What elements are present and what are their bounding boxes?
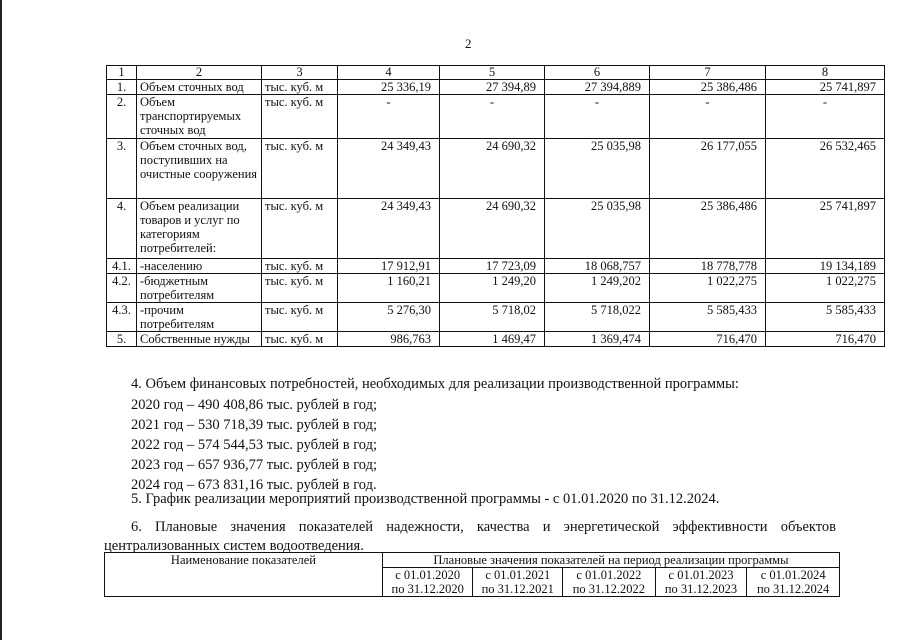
period-start: с 01.01.2023	[668, 568, 734, 582]
unit-cell: тыс. куб. м	[262, 139, 338, 199]
indicator-name-cell: Объем сточных вод	[137, 80, 262, 95]
unit-cell: тыс. куб. м	[262, 303, 338, 332]
row-number-cell: 4.1.	[107, 259, 137, 274]
value-cell: 25 336,19	[338, 80, 440, 95]
unit-cell: тыс. куб. м	[262, 199, 338, 259]
row-number-cell: 4.3.	[107, 303, 137, 332]
value-cell: 25 741,897	[766, 199, 885, 259]
unit-cell: тыс. куб. м	[262, 80, 338, 95]
unit-cell: тыс. куб. м	[262, 95, 338, 139]
value-cell: -	[545, 95, 650, 139]
period-start: с 01.01.2020	[395, 568, 461, 582]
period-cell	[563, 568, 656, 597]
value-cell: 19 134,189	[766, 259, 885, 274]
value-cell: -	[440, 95, 545, 139]
period-start: с 01.01.2024	[760, 568, 826, 582]
value-cell: 1 249,20	[440, 274, 545, 303]
period-cell	[655, 568, 747, 597]
value-cell: 18 778,778	[650, 259, 766, 274]
period-start: с 01.01.2022	[576, 568, 642, 582]
table-row	[107, 332, 885, 347]
column-number-cell: 7	[650, 66, 766, 80]
table-header-row	[107, 66, 885, 80]
value-cell: 716,470	[766, 332, 885, 347]
row-number-cell: 4.2.	[107, 274, 137, 303]
value-cell: 24 690,32	[440, 139, 545, 199]
period-end: по 31.12.2022	[572, 582, 646, 596]
value-cell: 1 369,474	[545, 332, 650, 347]
value-cell: -	[650, 95, 766, 139]
row-number-cell: 5.	[107, 332, 137, 347]
period-cell	[473, 568, 563, 597]
value-cell: 1 249,202	[545, 274, 650, 303]
value-cell: 27 394,889	[545, 80, 650, 95]
indicator-name-cell: Объем реализации товаров и услуг по категориям потребителей:	[137, 199, 262, 259]
column-number-cell: 6	[545, 66, 650, 80]
period-start: с 01.01.2021	[485, 568, 551, 582]
table-row	[107, 303, 885, 332]
value-cell: 5 718,022	[545, 303, 650, 332]
row-number-cell: 3.	[107, 139, 137, 199]
financial-need-line: 2020 год – 490 408,86 тыс. рублей в год;	[131, 397, 378, 413]
unit-cell: тыс. куб. м	[262, 259, 338, 274]
section-5-text: 5. График реализации мероприятий производственной программы - с 01.01.2020 по 31.12.2024.	[131, 491, 720, 507]
column-number-cell: 3	[262, 66, 338, 80]
value-cell: 716,470	[650, 332, 766, 347]
value-cell: 1 160,21	[338, 274, 440, 303]
financial-need-line: 2022 год – 574 544,53 тыс. рублей в год;	[131, 437, 378, 453]
indicator-name-cell: -прочим потребителям	[137, 303, 262, 332]
value-cell: 18 068,757	[545, 259, 650, 274]
table-row	[107, 274, 885, 303]
value-cell: 24 349,43	[338, 199, 440, 259]
value-cell: 25 035,98	[545, 199, 650, 259]
table-row	[107, 95, 885, 139]
unit-cell: тыс. куб. м	[262, 274, 338, 303]
column-number-cell: 5	[440, 66, 545, 80]
indicator-name-cell: Собственные нужды	[137, 332, 262, 347]
value-cell: 17 912,91	[338, 259, 440, 274]
value-cell: 5 585,433	[766, 303, 885, 332]
table-row	[107, 139, 885, 199]
value-cell: 24 690,32	[440, 199, 545, 259]
column-number-cell: 1	[107, 66, 137, 80]
value-cell: 25 741,897	[766, 80, 885, 95]
value-cell: 24 349,43	[338, 139, 440, 199]
value-cell: 27 394,89	[440, 80, 545, 95]
value-cell: 26 177,055	[650, 139, 766, 199]
value-cell: 25 386,486	[650, 80, 766, 95]
value-cell: -	[338, 95, 440, 139]
financial-need-line: 2024 год – 673 831,16 тыс. рублей в год.	[131, 477, 377, 493]
value-cell: 25 386,486	[650, 199, 766, 259]
planned-values-header: Плановые значения показателей на период реализации программы	[382, 553, 839, 568]
value-cell: 1 469,47	[440, 332, 545, 347]
indicator-name-header: Наименование показателей	[105, 553, 383, 597]
indicators-table	[104, 552, 840, 597]
value-cell: 25 035,98	[545, 139, 650, 199]
indicator-name-cell: -населению	[137, 259, 262, 274]
value-cell: -	[766, 95, 885, 139]
value-cell: 986,763	[338, 332, 440, 347]
period-end: по 31.12.2023	[664, 582, 738, 596]
financial-need-line: 2023 год – 657 936,77 тыс. рублей в год;	[131, 457, 378, 473]
table-row	[107, 199, 885, 259]
wastewater-volume-table	[106, 65, 885, 347]
period-end: по 31.12.2020	[391, 582, 464, 596]
indicator-name-cell: Объем сточных вод, поступивших на очистные сооружения	[137, 139, 262, 199]
unit-cell: тыс. куб. м	[262, 332, 338, 347]
table-row	[107, 259, 885, 274]
indicator-name-cell: -бюджетным потребителям	[137, 274, 262, 303]
value-cell: 5 718,02	[440, 303, 545, 332]
section-6-text: 6. Плановые значения показателей надежности, качества и энергетической эффективности объектов централизованных систем водоотведения.	[104, 519, 836, 554]
value-cell: 17 723,09	[440, 259, 545, 274]
period-end: по 31.12.2024	[756, 582, 830, 596]
row-number-cell: 1.	[107, 80, 137, 95]
indicator-name-cell: Объем транспортируемых сточных вод	[137, 95, 262, 139]
financial-need-line: 2021 год – 530 718,39 тыс. рублей в год;	[131, 417, 378, 433]
period-end: по 31.12.2021	[481, 582, 554, 596]
section-4-title: 4. Объем финансовых потребностей, необходимых для реализации производственной программы:	[131, 376, 739, 392]
value-cell: 1 022,275	[650, 274, 766, 303]
page-edge-line	[0, 0, 2, 640]
table-row	[107, 80, 885, 95]
period-cell	[382, 568, 473, 597]
column-number-cell: 2	[137, 66, 262, 80]
page-number: 2	[465, 36, 472, 51]
value-cell: 5 585,433	[650, 303, 766, 332]
value-cell: 1 022,275	[766, 274, 885, 303]
column-number-cell: 8	[766, 66, 885, 80]
row-number-cell: 4.	[107, 199, 137, 259]
row-number-cell: 2.	[107, 95, 137, 139]
period-cell	[747, 568, 840, 597]
value-cell: 5 276,30	[338, 303, 440, 332]
value-cell: 26 532,465	[766, 139, 885, 199]
column-number-cell: 4	[338, 66, 440, 80]
